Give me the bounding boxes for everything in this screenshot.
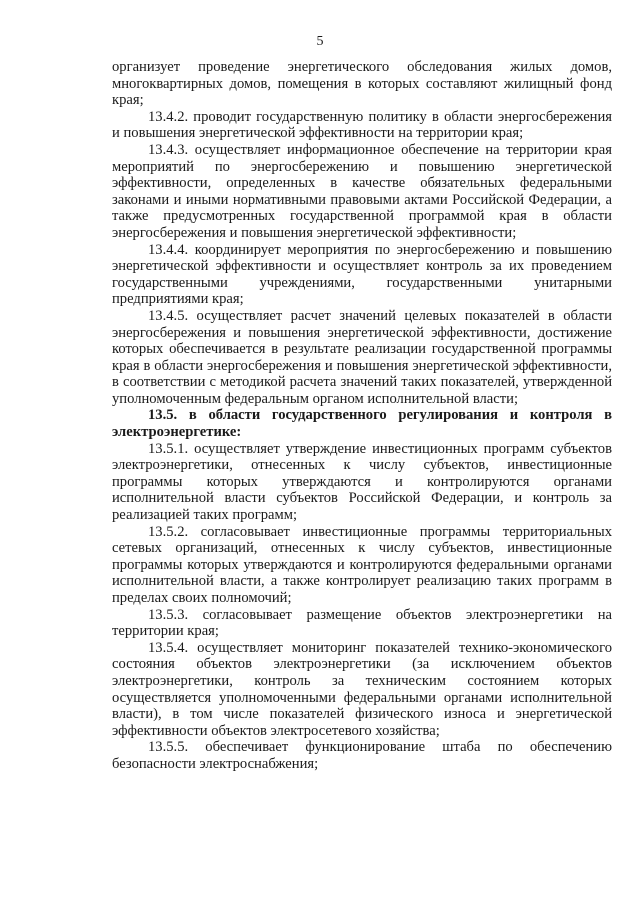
paragraph-13-4-2: 13.4.2. проводит государственную политику в области энергосбережения и повышения энергетической эффективности на территории края; [112, 108, 612, 142]
paragraph-13-4-3: 13.4.3. осуществляет информационное обеспечение на территории края мероприятий по энергосбережению и повышению энергетической эффективности, определенных в качестве обязательных федеральными законами и иными нормативными правовыми актами Российской Федерации, а также предусмотренных государственной программой края в области энергосбережения и повышения энергетической эффективности; [112, 141, 612, 241]
paragraph-13-5-3: 13.5.3. согласовывает размещение объектов электроэнергетики на территории края; [112, 606, 612, 640]
paragraph-13-4-4: 13.4.4. координирует мероприятия по энергосбережению и повышению энергетической эффективности и осуществляет контроль за их проведением государственными учреждениями, государственными унитарными предприятиями края; [112, 241, 612, 308]
document-body [112, 59, 612, 773]
paragraph-13-4-5: 13.4.5. осуществляет расчет значений целевых показателей в области энергосбережения и повышения энергетической эффективности, достижение которых обеспечивается в результате реализации государственной программы края в области энергосбережения и повышения энергетической эффективности, в соответствии с методикой расчета значений таких показателей, утвержденной уполномоченным федеральным органом исполнительной власти; [112, 307, 612, 407]
paragraph-13-5-2: 13.5.2. согласовывает инвестиционные программы территориальных сетевых организаций, отнесенных к числу субъектов, инвестиционные программы которых утверждаются и контролируются федеральными органами исполнительной власти, а также контролирует реализацию таких программ в пределах своих полномочий; [112, 523, 612, 606]
paragraph-13-5-1: 13.5.1. осуществляет утверждение инвестиционных программ субъектов электроэнергетики, отнесенных к числу субъектов, инвестиционные программы которых утверждаются и контролируются органами исполнительной власти субъектов Российской Федерации, и контроль за реализацией таких программ; [112, 440, 612, 524]
section-heading-13-5: 13.5. в области государственного регулирования и контроля в электроэнергетике: [112, 407, 612, 441]
paragraph-continuation: организует проведение энергетического обследования жилых домов, многоквартирных домов, помещения в которых составляют жилищный фонд края; [112, 59, 612, 109]
paragraph-13-5-4: 13.5.4. осуществляет мониторинг показателей технико-экономического состояния объектов электроэнергетики (за исключением объектов электроэнергетики, контроль за техническим состоянием которых осуществляется уполномоченными федеральными органами исполнительной власти), в том числе показателей физического износа и энергетической эффективности объектов электросетевого хозяйства; [112, 639, 612, 739]
paragraph-13-5-5: 13.5.5. обеспечивает функционирование штаба по обеспечению безопасности электроснабжения; [112, 739, 612, 772]
page-number: 5 [316, 34, 324, 49]
